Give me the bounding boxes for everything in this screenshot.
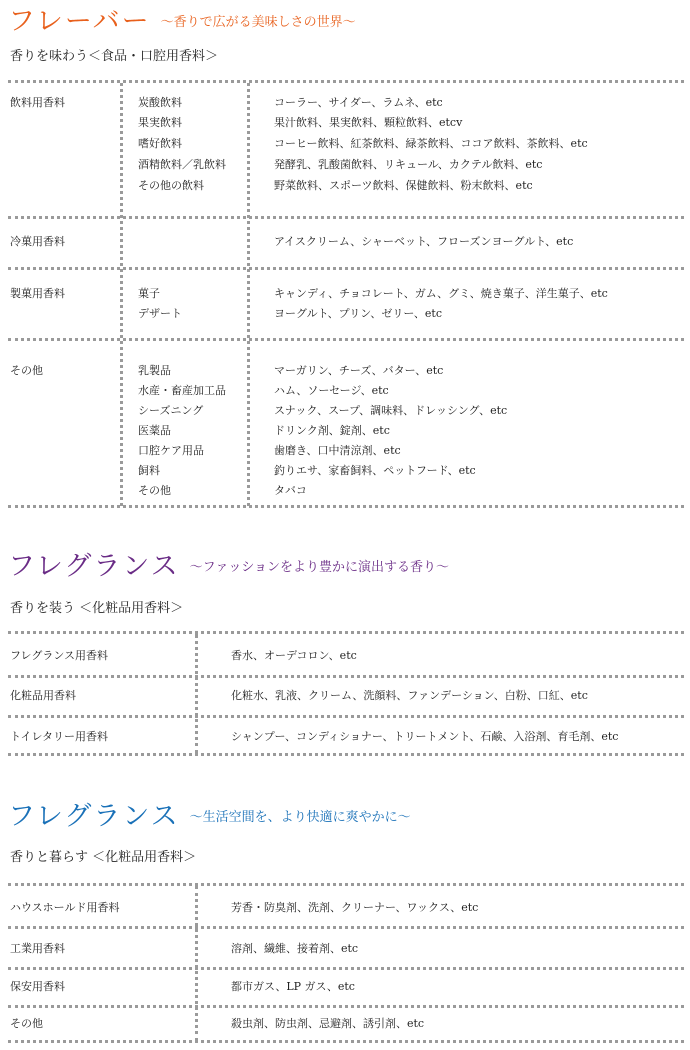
flavor-item: その他 — [138, 484, 171, 497]
fragrance-examples: 殺虫剤、防虫剤、忌避剤、誘引剤、etc — [231, 1017, 425, 1030]
divider — [8, 967, 684, 970]
divider — [8, 631, 684, 634]
fragrance-living-subtitle: 香りと暮らす ＜化粧品用香料＞ — [10, 850, 197, 865]
flavor-item: 果実飲料 — [138, 116, 182, 129]
fragrance-examples: 化粧水、乳液、クリーム、洗顔料、ファンデーション、白粉、口紅、etc — [231, 689, 588, 702]
flavor-example: コーラー、サイダー、ラムネ、etc — [274, 96, 443, 109]
flavor-item: 水産・畜産加工品 — [138, 384, 226, 397]
column-divider — [195, 634, 198, 754]
flavor-category: 製菓用香料 — [10, 287, 65, 300]
flavor-tagline: ～香りで広がる美味しさの世界～ — [160, 15, 356, 30]
flavor-example-list — [274, 361, 507, 501]
divider — [8, 1040, 684, 1043]
divider — [8, 1005, 684, 1008]
flavor-item-list — [138, 284, 182, 324]
flavor-example: ヨーグルト、プリン、ゼリー、etc — [274, 307, 443, 320]
flavor-example: スナック、スープ、調味料、ドレッシング、etc — [274, 404, 508, 417]
flavor-example: 発酵乳、乳酸菌飲料、リキュール、カクテル飲料、etc — [274, 158, 543, 171]
flavor-subtitle: 香りを味わう＜食品・口腔用香料＞ — [10, 49, 219, 64]
flavor-item: デザート — [138, 307, 182, 320]
divider — [8, 883, 684, 886]
fragrance-category: 化粧品用香料 — [10, 689, 76, 702]
flavor-example: 果汁飲料、果実飲料、顆粒飲料、etcv — [274, 116, 463, 129]
flavor-example: コーヒー飲料、紅茶飲料、緑茶飲料、ココア飲料、茶飲料、etc — [274, 137, 588, 150]
divider — [8, 216, 684, 219]
flavor-category: 飲料用香料 — [10, 96, 65, 109]
flavor-item: 炭酸飲料 — [138, 96, 182, 109]
flavor-example: ハム、ソーセージ、etc — [274, 384, 389, 397]
flavor-item: 酒精飲料／乳飲料 — [138, 158, 226, 171]
divider — [8, 267, 684, 270]
fragrance-examples: 芳香・防臭剤、洗剤、クリーナー、ワックス、etc — [231, 901, 479, 914]
fragrance-examples: 香水、オーデコロン、etc — [231, 649, 357, 662]
flavor-example-list — [274, 93, 588, 196]
flavor-item: その他の飲料 — [138, 179, 204, 192]
flavor-example: アイスクリーム、シャーベット、フローズンヨーグルト、etc — [274, 235, 574, 248]
flavor-example-list — [274, 284, 608, 324]
flavor-item-list — [138, 93, 226, 196]
divider — [8, 505, 684, 508]
flavor-category: 冷菓用香料 — [10, 235, 65, 248]
fragrance-category: トイレタリー用香料 — [10, 730, 109, 743]
fragrance-category: 工業用香料 — [10, 942, 65, 955]
flavor-item: 飼料 — [138, 464, 160, 477]
flavor-item-list — [138, 361, 226, 501]
fragrance-category: 保安用香料 — [10, 980, 65, 993]
divider — [8, 753, 684, 756]
divider — [8, 715, 684, 718]
divider — [8, 926, 684, 929]
flavor-item: シーズニング — [138, 404, 204, 417]
column-divider — [195, 886, 198, 1041]
fragrance-beauty-section-title — [8, 553, 449, 580]
flavor-example: マーガリン、チーズ、バター、etc — [274, 364, 444, 377]
flavor-example: 野菜飲料、スポーツ飲料、保健飲料、粉末飲料、etc — [274, 179, 533, 192]
flavor-item: 医薬品 — [138, 424, 171, 437]
divider — [8, 675, 684, 678]
flavor-example: 歯磨き、口中清涼剤、etc — [274, 444, 401, 457]
divider — [8, 80, 684, 83]
flavor-item: 乳製品 — [138, 364, 171, 377]
fragrance-examples: 溶剤、繊維、接着剤、etc — [231, 942, 359, 955]
divider — [8, 338, 684, 341]
fragrance-examples: 都市ガス、LP ガス、etc — [231, 980, 355, 993]
fragrance-beauty-subtitle: 香りを装う ＜化粧品用香料＞ — [10, 601, 184, 616]
flavor-example: タバコ — [274, 484, 307, 497]
fragrance-living-section-title — [8, 803, 411, 830]
fragrance-beauty-title: フレグランス — [8, 551, 180, 582]
fragrance-examples: シャンプー、コンディショナー、トリートメント、石鹸、入浴剤、育毛剤、etc — [231, 730, 619, 743]
flavor-section-title — [8, 8, 356, 35]
flavor-item: 口腔ケア用品 — [138, 444, 204, 457]
flavor-item: 嗜好飲料 — [138, 137, 182, 150]
column-divider — [120, 83, 123, 506]
flavor-example: ドリンク剤、錠剤、etc — [274, 424, 390, 437]
fragrance-living-title: フレグランス — [8, 801, 180, 832]
fragrance-category: その他 — [10, 1017, 43, 1030]
flavor-example: キャンディ、チョコレート、ガム、グミ、焼き菓子、洋生菓子、etc — [274, 287, 608, 300]
fragrance-beauty-tagline: ～ファッションをより豊かに演出する香り～ — [189, 560, 450, 575]
flavor-example: 釣りエサ、家畜飼料、ペットフード、etc — [274, 464, 476, 477]
fragrance-category: フレグランス用香料 — [10, 649, 109, 662]
flavor-item: 菓子 — [138, 287, 160, 300]
flavor-title: フレーバー — [8, 6, 151, 37]
column-divider — [247, 83, 250, 506]
flavor-category: その他 — [10, 364, 43, 377]
fragrance-category: ハウスホールド用香料 — [10, 901, 120, 914]
fragrance-living-tagline: ～生活空間を、より快適に爽やかに～ — [189, 810, 411, 825]
